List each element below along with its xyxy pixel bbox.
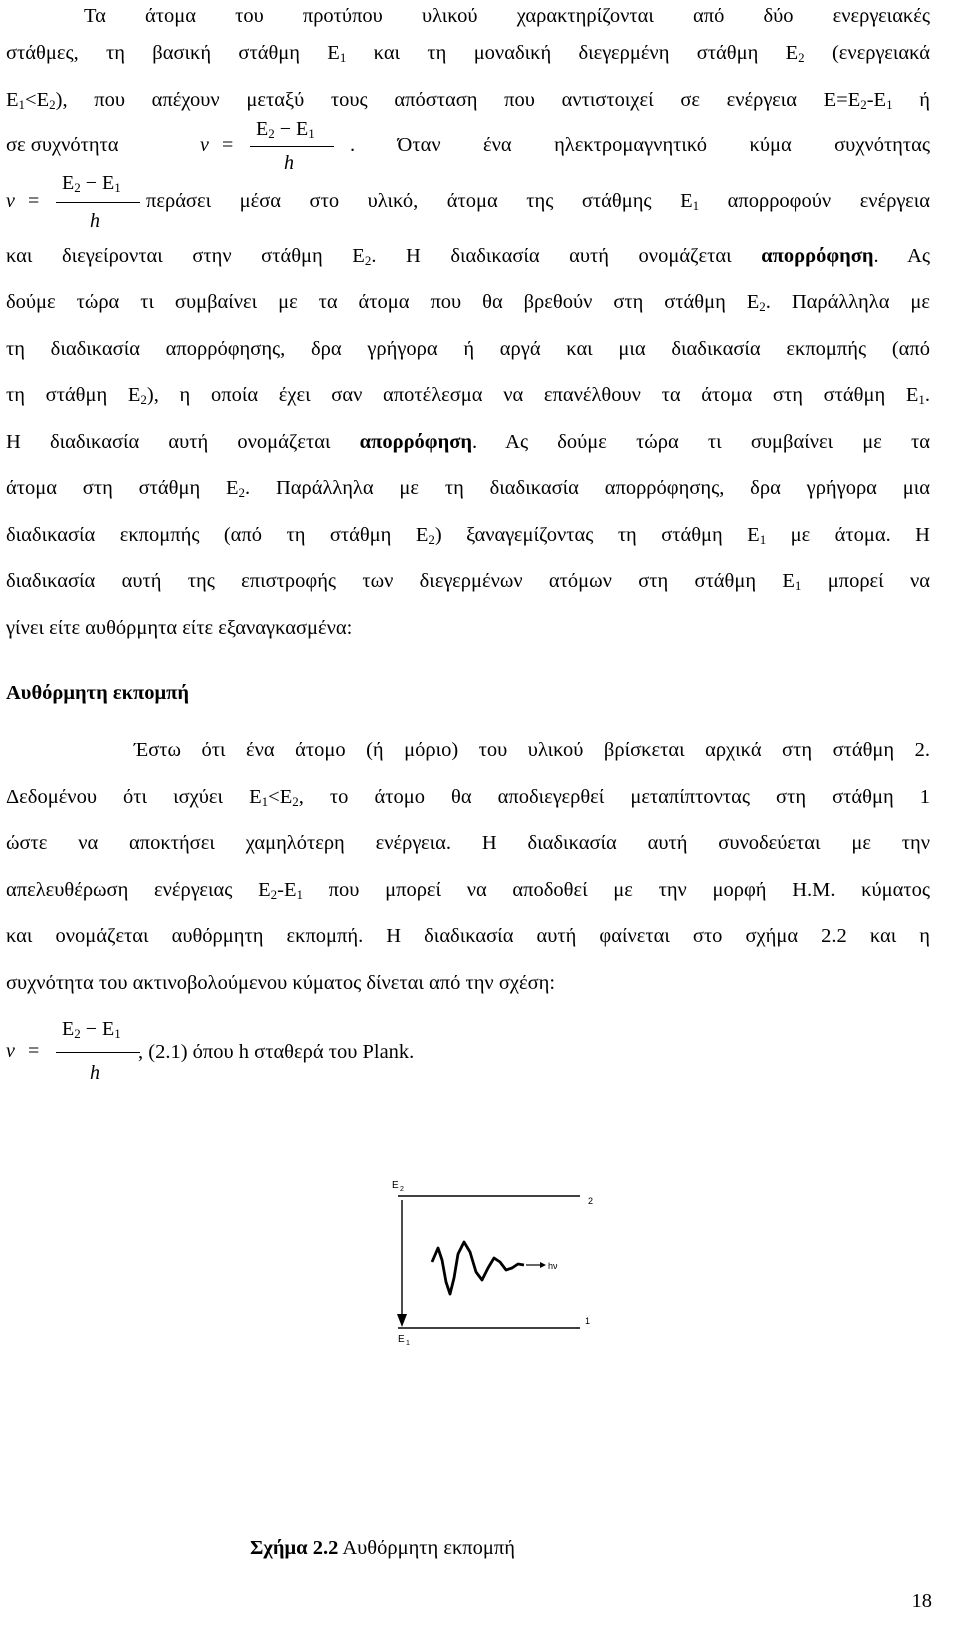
label-e2: E <box>392 1180 399 1191</box>
paragraph-line: σε συχνότητα <box>6 134 119 156</box>
figure-caption: Σχήμα 2.2 Αυθόρμητη εκπομπή <box>250 1537 515 1559</box>
label-e2-sub: 2 <box>400 1186 404 1193</box>
formula-frequency: ν = $E_2 - E_1$ h <box>200 118 340 188</box>
paragraph-line: διαδικασία εκπομπής (από τη στάθμη $E_2$) ξαναγεμίζοντας τη στάθμη $E_1$ με άτομα. Η <box>6 524 930 547</box>
photon-arrow-head <box>540 1262 546 1268</box>
paragraph-line: τη στάθμη $E_2$), η οποία έχει σαν αποτέλεσμα να επανέλθουν τα άτομα στη στάθμη $E_1$. <box>6 384 931 407</box>
paragraph-line: στάθμες, τη βασική στάθμη $E_1$ και τη μοναδική διεγερμένη στάθμη $E_2$ (ενεργειακά <box>6 42 930 65</box>
paragraph-line: Έστω ότι ένα άτομο (ή μόριο) του υλικού βρίσκεται αρχικά στη στάθμη 2. <box>134 739 930 761</box>
paragraph-line: και ονομάζεται αυθόρμητη εκπομπή. Η διαδικασία αυτή φαίνεται στο σχήμα 2.2 και η <box>6 925 930 947</box>
paragraph-line: Δεδομένου ότι ισχύει $E_1<E_2$, το άτομο θα αποδιεγερθεί μεταπίπτοντας στη στάθμη 1 <box>6 786 930 809</box>
label-e1-sub: 1 <box>406 1340 410 1347</box>
paragraph-line: συχνότητα του ακτινοβολούμενου κύματος δίνεται από την σχέση: <box>6 972 556 994</box>
paragraph-line: διαδικασία αυτή της επιστροφής των διεγερμένων ατόμων στη στάθμη $E_1$ μπορεί να <box>6 570 930 593</box>
label-level-2: 2 <box>588 1196 594 1206</box>
formula-2-1: ν = $E_2 - E_1$ h <box>6 1016 156 1096</box>
formula-description: , (2.1) όπου h σταθερά του Plank. <box>138 1041 415 1063</box>
paragraph-line: Τα άτομα του προτύπου υλικού χαρακτηρίζονται από δύο ενεργειακές <box>84 5 930 27</box>
paragraph-line: $E_1<E_2$), που απέχουν μεταξύ τους απόσταση που αντιστοιχεί σε ενέργεια $E=E_2-E_1$ ή <box>6 89 930 112</box>
paragraph-line: γίνει είτε αυθόρμητα είτε εξαναγκασμένα: <box>6 617 353 639</box>
paragraph-line: άτομα στη στάθμη $E_2$. Παράλληλα με τη διαδικασία απορρόφησης, δρα γρήγορα μια <box>6 477 930 500</box>
paragraph-line: δούμε τώρα τι συμβαίνει με τα άτομα που θα βρεθούν στη στάθμη $E_2$. Παράλληλα με <box>6 291 930 314</box>
paragraph-line: τη διαδικασία απορρόφησης, δρα γρήγορα ή αργά και μια διαδικασία εκπομπής (από <box>6 338 930 360</box>
transition-arrow-head <box>397 1314 407 1327</box>
photon-wave <box>432 1242 524 1294</box>
section-heading: Αυθόρμητη εκπομπή <box>6 682 189 704</box>
label-e1: E <box>398 1334 405 1345</box>
paragraph-line: Η διαδικασία αυτή ονομάζεται απορρόφηση. Ας δούμε τώρα τι συμβαίνει με τα <box>6 431 930 453</box>
paragraph-line: και διεγείρονται στην στάθμη $E_2$. Η διαδικασία αυτή ονομάζεται απορρόφηση. Ας <box>6 245 931 268</box>
page-number: 18 <box>911 1590 932 1612</box>
label-hv: hν <box>548 1261 558 1271</box>
formula-frequency: ν = $E_2 - E_1$ h <box>6 168 136 248</box>
paragraph-line: απελευθέρωση ενέργειας $E_2-E_1$ που μπορεί να αποδοθεί με την μορφή Η.Μ. κύματος <box>6 879 930 902</box>
paragraph-line: ώστε να αποκτήσει χαμηλότερη ενέργεια. Η διαδικασία αυτή συνοδεύεται με την <box>6 832 930 854</box>
paragraph-line: περάσει μέσα στο υλικό, άτομα της στάθμης $E_1$ απορροφούν ενέργεια <box>146 190 930 213</box>
spontaneous-emission-figure <box>380 1170 620 1350</box>
paragraph-line: . Όταν ένα ηλεκτρομαγνητικό κύμα συχνότητας <box>350 134 930 156</box>
label-level-1: 1 <box>585 1316 591 1326</box>
